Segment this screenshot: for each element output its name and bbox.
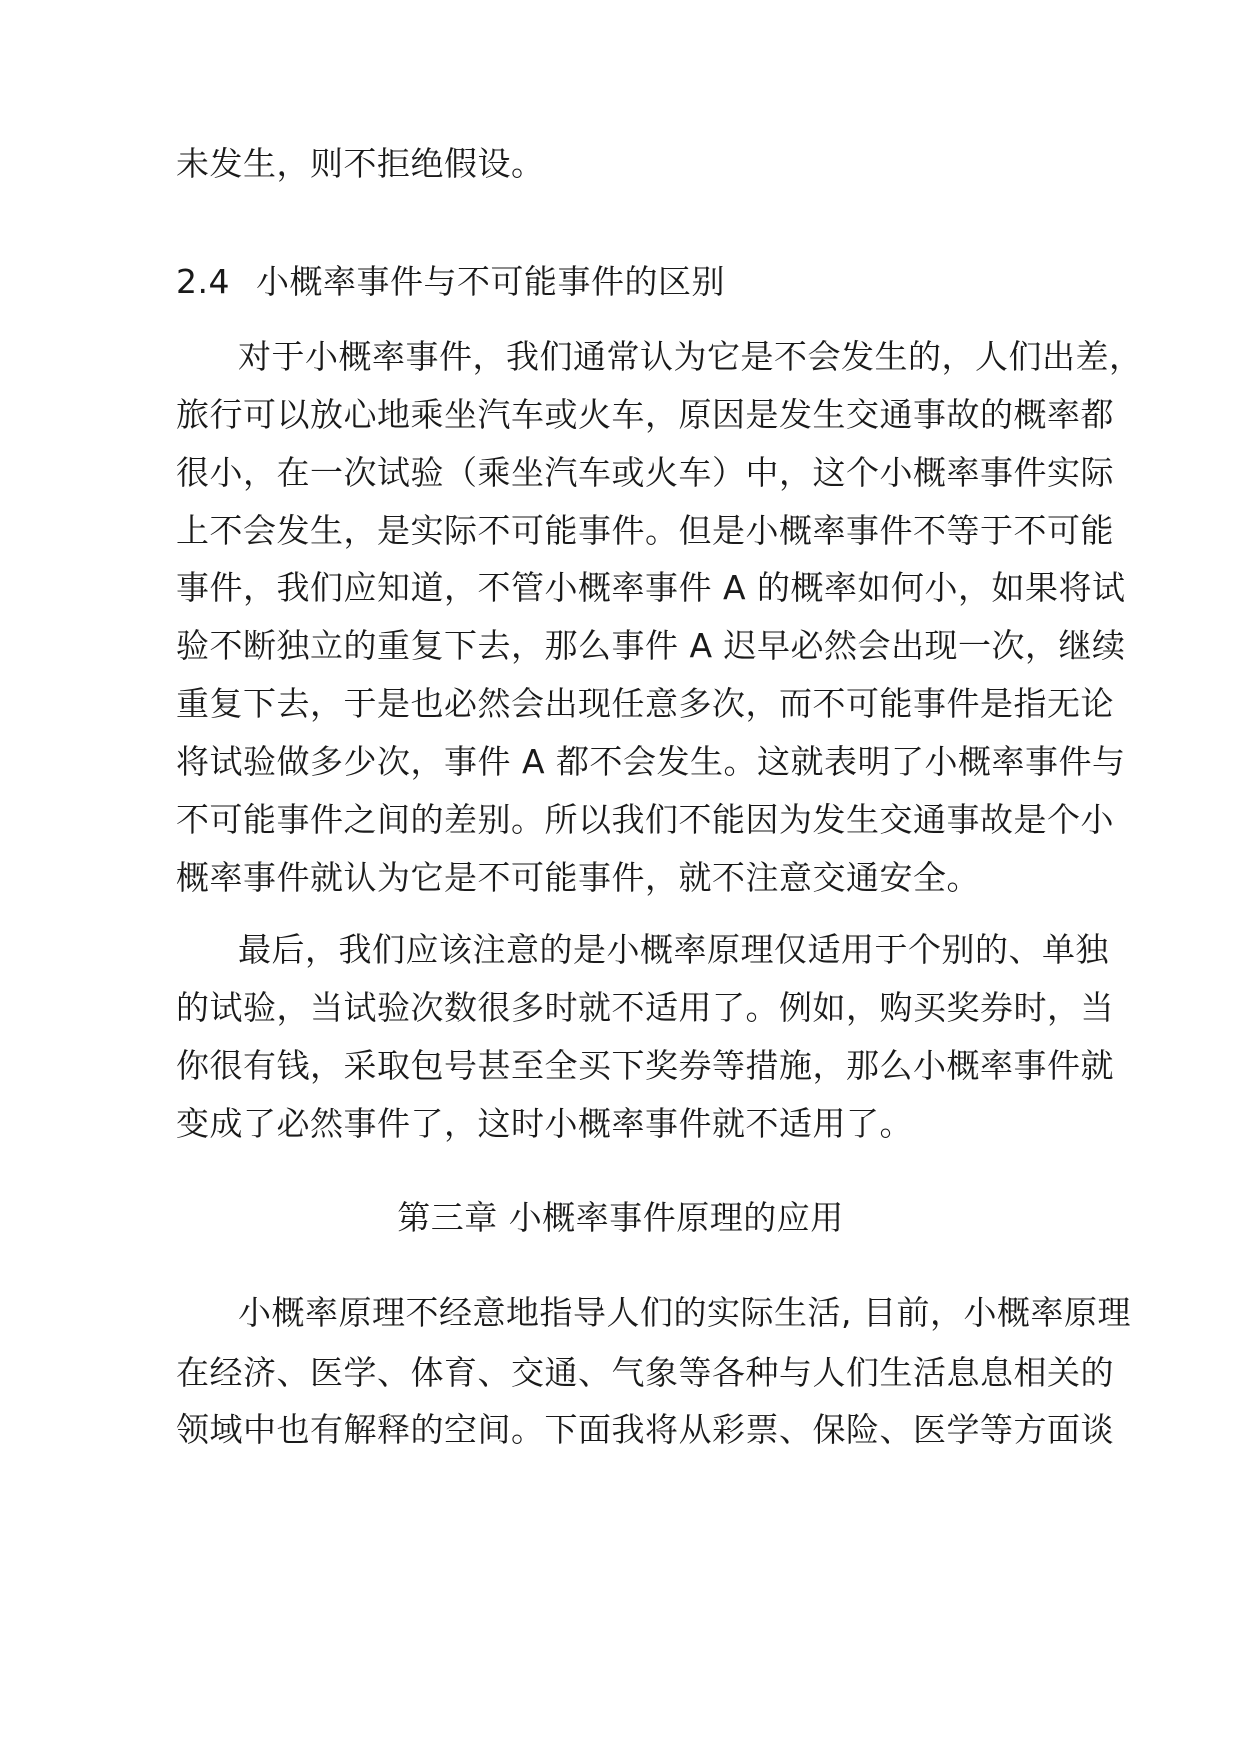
paragraph-line: 验不断独立的重复下去，那么事件 A 迟早必然会出现一次，继续 xyxy=(176,626,1126,665)
chapter-title: 第三章 小概率事件原理的应用 xyxy=(397,1198,844,1237)
paragraph-line: 上不会发生，是实际不可能事件。但是小概率事件不等于不可能 xyxy=(176,511,1114,550)
paragraph-line: 最后，我们应该注意的是小概率原理仅适用于个别的、单独 xyxy=(238,930,1109,969)
paragraph-line: 事件，我们应知道，不管小概率事件 A 的概率如何小，如果将试 xyxy=(176,568,1126,607)
paragraph-line: 不可能事件之间的差别。所以我们不能因为发生交通事故是个小 xyxy=(176,800,1114,839)
paragraph-line: 将试验做多少次，事件 A 都不会发生。这就表明了小概率事件与 xyxy=(176,742,1126,781)
paragraph-line: 对于小概率事件，我们通常认为它是不会发生的，人们出差， xyxy=(238,337,1143,376)
paragraph-line: 你很有钱，采取包号甚至全买下奖券等措施，那么小概率事件就 xyxy=(176,1046,1114,1085)
section-number: 2.4 xyxy=(176,262,230,301)
paragraph-line: 很小，在一次试验（乘坐汽车或火车）中，这个小概率事件实际 xyxy=(176,453,1114,492)
paragraph-line: 小概率原理不经意地指导人们的实际生活, 目前，小概率原理 xyxy=(238,1293,1131,1332)
paragraph-line: 在经济、医学、体育、交通、气象等各种与人们生活息息相关的 xyxy=(176,1353,1114,1392)
paragraph-line: 领域中也有解释的空间。下面我将从彩票、保险、医学等方面谈 xyxy=(176,1410,1114,1449)
paragraph-line: 概率事件就认为它是不可能事件，就不注意交通安全。 xyxy=(176,858,980,897)
paragraph-line: 旅行可以放心地乘坐汽车或火车，原因是发生交通事故的概率都 xyxy=(176,395,1114,434)
paragraph-line: 变成了必然事件了，这时小概率事件就不适用了。 xyxy=(176,1104,913,1143)
paragraph-line: 的试验，当试验次数很多时就不适用了。例如，购买奖券时，当 xyxy=(176,988,1114,1027)
paragraph-line: 未发生，则不拒绝假设。 xyxy=(176,144,545,183)
section-title: 小概率事件与不可能事件的区别 xyxy=(256,262,725,301)
paragraph-line: 重复下去，于是也必然会出现任意多次，而不可能事件是指无论 xyxy=(176,684,1114,723)
section-heading xyxy=(176,262,725,302)
